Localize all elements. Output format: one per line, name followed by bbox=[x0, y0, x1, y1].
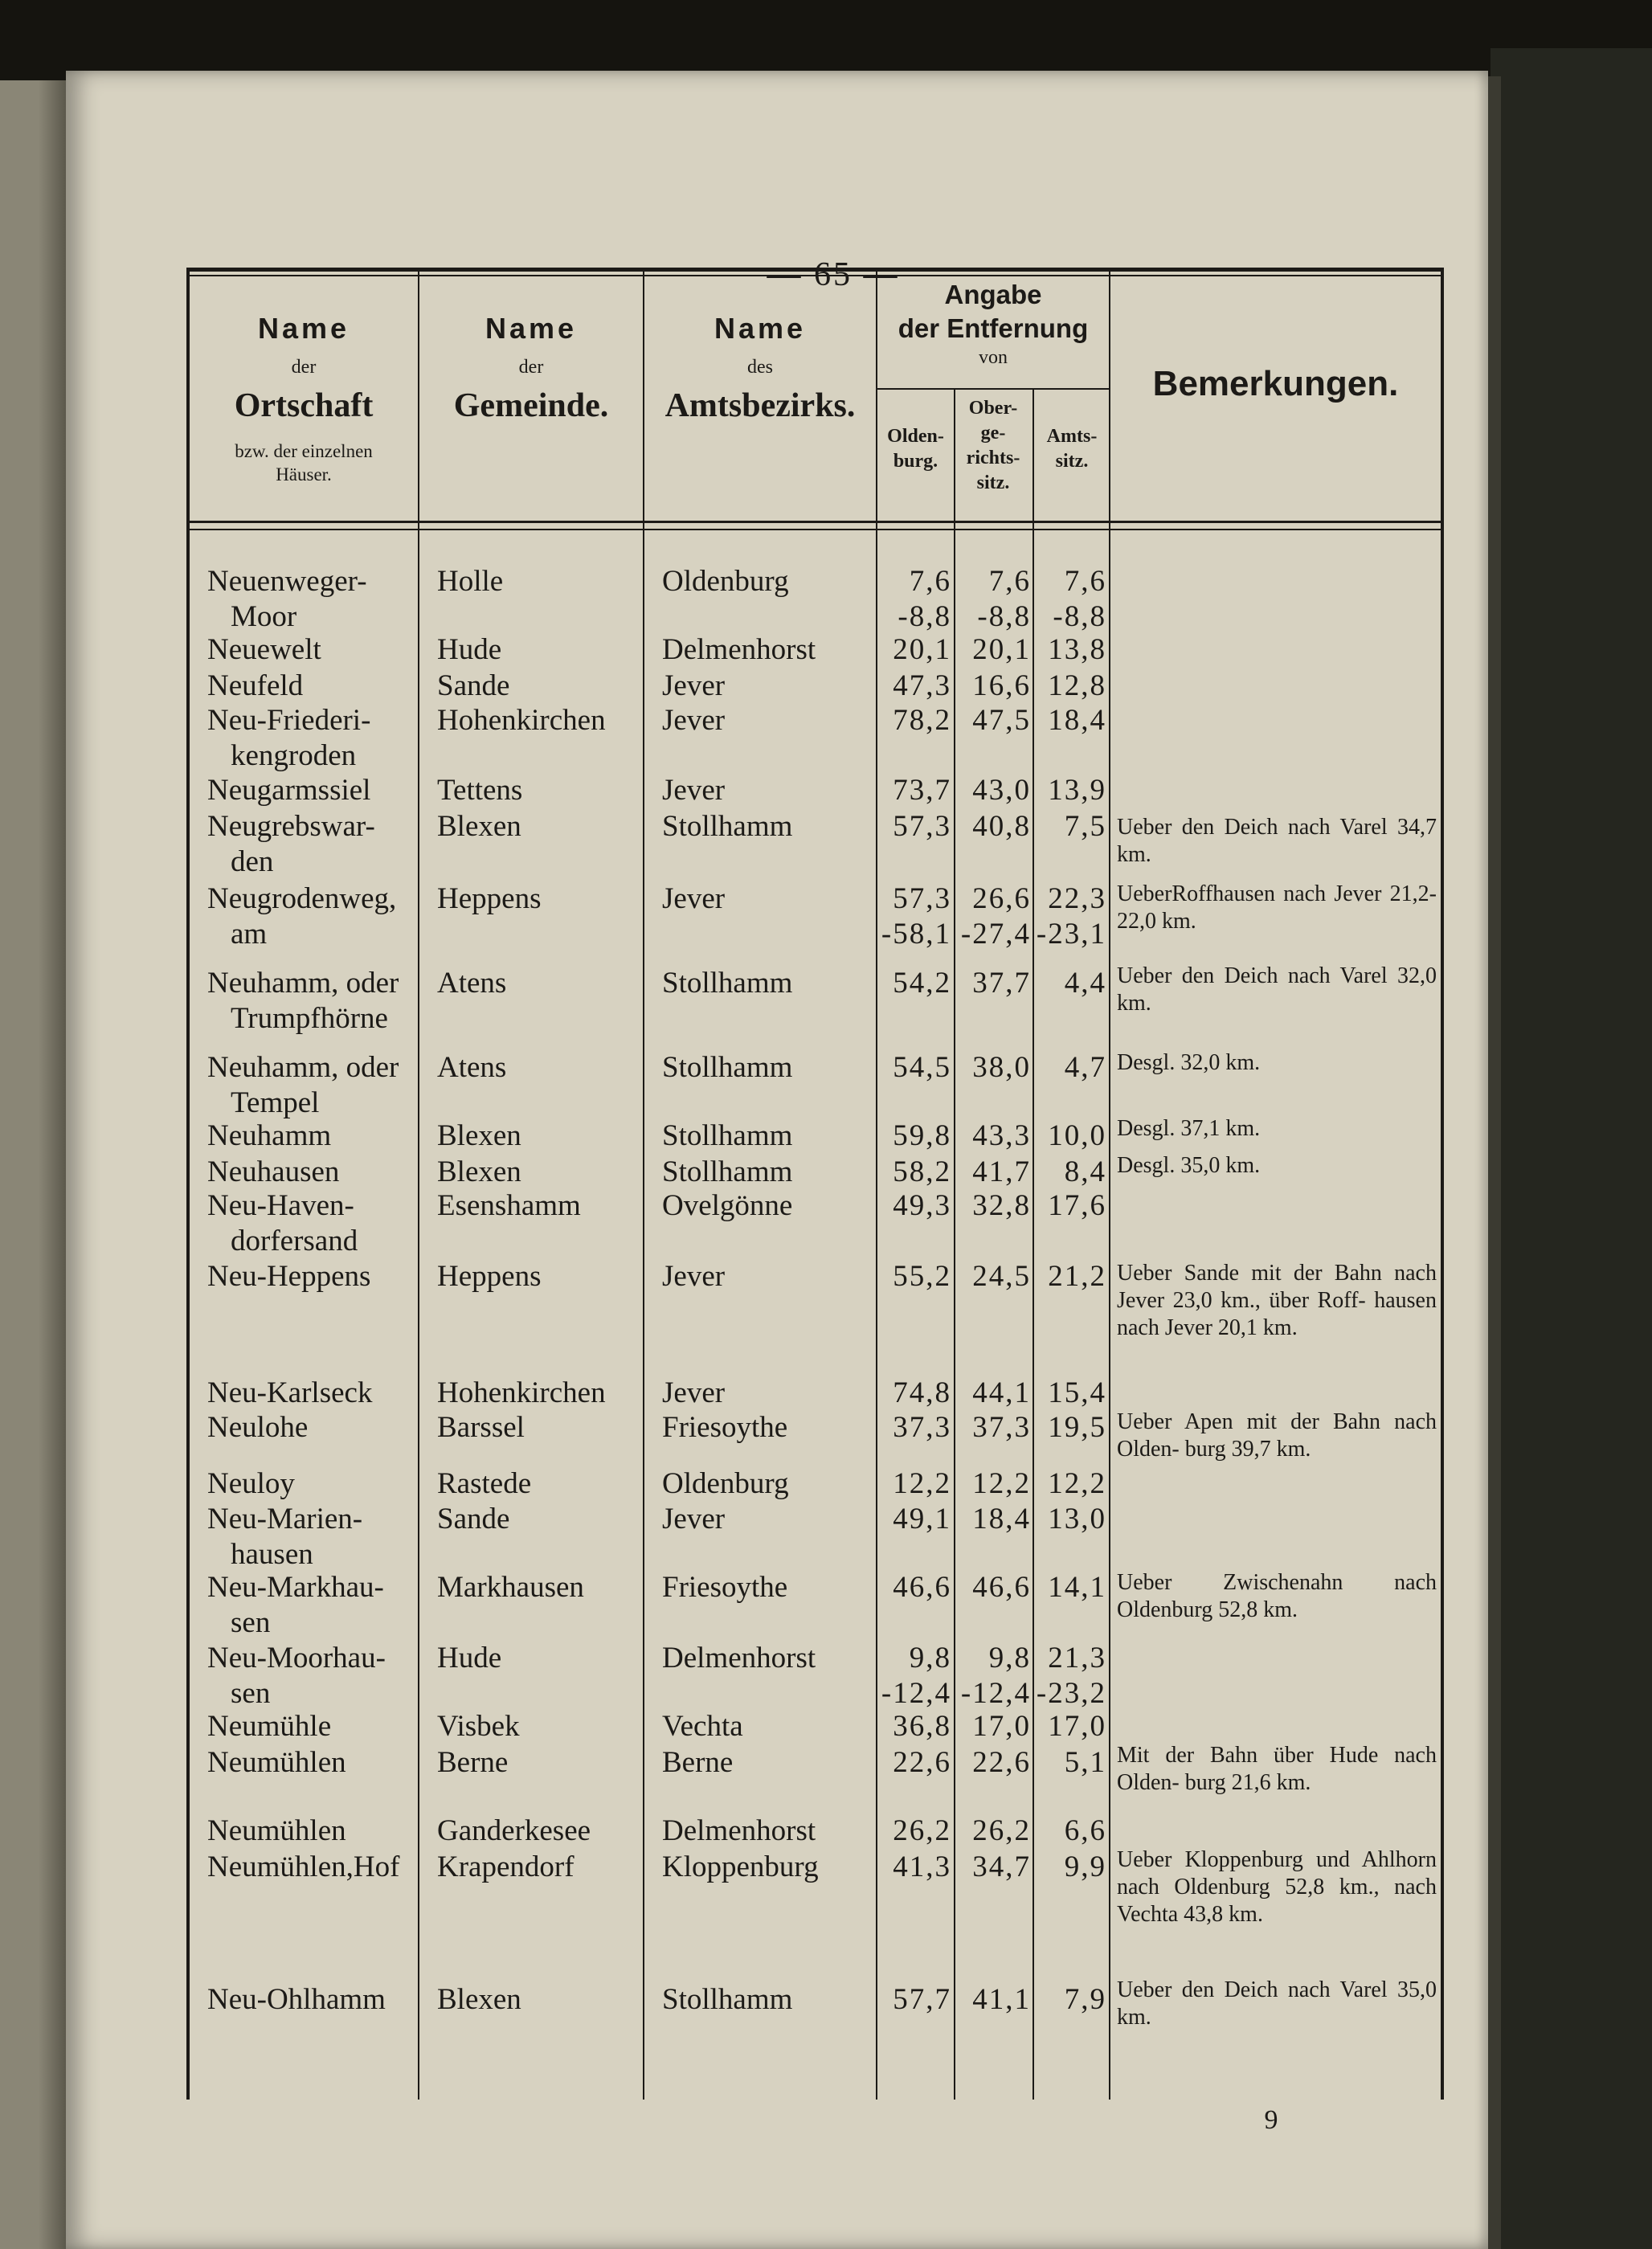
distance-obergericht: 46,6 bbox=[972, 1571, 1031, 1604]
ortschaft-name: Neumühle bbox=[207, 1710, 332, 1743]
ortschaft-name: am bbox=[231, 918, 268, 951]
ortschaft-name: Neugarmssiel bbox=[207, 774, 371, 807]
gemeinde-name: Ganderkesee bbox=[437, 1814, 591, 1847]
distance-obergericht: 24,5 bbox=[972, 1260, 1031, 1293]
distance-amtssitz: -23,2 bbox=[1036, 1677, 1106, 1710]
distance-amtssitz: 7,5 bbox=[1064, 810, 1106, 843]
ortschaft-name: Moor bbox=[231, 600, 297, 633]
distance-obergericht: 41,7 bbox=[972, 1155, 1031, 1188]
distance-oldenburg: 22,6 bbox=[893, 1746, 951, 1779]
ortschaft-name: Neu-Heppens bbox=[207, 1260, 371, 1293]
remark-text: Desgl. 32,0 km. bbox=[1117, 1050, 1261, 1075]
header-bemerkungen: Bemerkungen. bbox=[1152, 364, 1399, 403]
ortschaft-name: Neumühlen,Hof bbox=[207, 1850, 400, 1883]
gemeinde-name: Blexen bbox=[437, 1119, 521, 1152]
ortschaft-name: Neu-Markhau- bbox=[207, 1571, 384, 1604]
gemeinde-name: Hude bbox=[437, 1642, 502, 1674]
gemeinde-name: Atens bbox=[437, 1051, 507, 1084]
gemeinde-name: Hohenkirchen bbox=[437, 1376, 606, 1409]
remark-text: Ueber Kloppenburg und Ahlhorn nach Oldenburg 52,8 km., nach Vechta 43,8 km. bbox=[1117, 1847, 1437, 1927]
amtsbezirk-name: Jever bbox=[662, 704, 726, 737]
amtsbezirk-name: Stollhamm bbox=[662, 1051, 793, 1084]
distance-oldenburg: -58,1 bbox=[881, 918, 951, 951]
table-top-rule-thin bbox=[186, 275, 1444, 276]
distance-obergericht: 44,1 bbox=[972, 1376, 1031, 1409]
distance-obergericht: 38,0 bbox=[972, 1051, 1031, 1084]
distance-obergericht: 34,7 bbox=[972, 1850, 1031, 1883]
gemeinde-name: Visbek bbox=[437, 1710, 520, 1743]
ortschaft-name: sen bbox=[231, 1677, 271, 1710]
header-amtsbezirk-title: Name bbox=[714, 312, 807, 345]
header-bottom-rule bbox=[186, 521, 1444, 523]
amtsbezirk-name: Oldenburg bbox=[662, 565, 789, 598]
amtsbezirk-name: Stollhamm bbox=[662, 1155, 793, 1188]
header-entfernung-line1: Angabe bbox=[944, 280, 1042, 309]
amtsbezirk-name: Delmenhorst bbox=[662, 1814, 816, 1847]
distance-obergericht: 32,8 bbox=[972, 1189, 1031, 1222]
distance-oldenburg: 20,1 bbox=[893, 633, 951, 666]
ortschaft-name: Neuhamm bbox=[207, 1119, 332, 1152]
distance-oldenburg: 54,5 bbox=[893, 1051, 951, 1084]
distance-amtssitz: 7,6 bbox=[1064, 565, 1106, 598]
distance-amtssitz: -23,1 bbox=[1036, 918, 1106, 951]
gemeinde-name: Krapendorf bbox=[437, 1850, 575, 1883]
ortschaft-name: Neu-Friederi- bbox=[207, 704, 371, 737]
distance-amtssitz: 13,8 bbox=[1048, 633, 1106, 666]
distance-obergericht: 22,6 bbox=[972, 1746, 1031, 1779]
ortschaft-name: dorfersand bbox=[231, 1225, 358, 1257]
distance-oldenburg: 37,3 bbox=[893, 1411, 951, 1444]
distance-amtssitz: 18,4 bbox=[1048, 704, 1106, 737]
distance-obergericht: 37,7 bbox=[972, 967, 1031, 1000]
distance-oldenburg: 41,3 bbox=[893, 1850, 951, 1883]
gemeinde-name: Markhausen bbox=[437, 1571, 584, 1604]
distance-oldenburg: 49,3 bbox=[893, 1189, 951, 1222]
gemeinde-name: Barssel bbox=[437, 1411, 525, 1444]
col-rule-right bbox=[1441, 268, 1444, 2100]
ortschaft-name: sen bbox=[231, 1606, 271, 1639]
header-bottom-rule-thin bbox=[186, 529, 1444, 530]
distance-oldenburg: 47,3 bbox=[893, 669, 951, 702]
distance-obergericht: 43,3 bbox=[972, 1119, 1031, 1152]
gemeinde-name: Berne bbox=[437, 1746, 509, 1779]
distance-amtssitz: 17,6 bbox=[1048, 1189, 1106, 1222]
gemeinde-name: Hude bbox=[437, 633, 502, 666]
distance-subheader-rule bbox=[876, 388, 1109, 390]
ortschaft-name: Neu-Moorhau- bbox=[207, 1642, 386, 1674]
distance-amtssitz: 8,4 bbox=[1064, 1155, 1106, 1188]
distance-obergericht: -8,8 bbox=[977, 600, 1031, 633]
distance-obergericht: -27,4 bbox=[960, 918, 1031, 951]
distance-oldenburg: 55,2 bbox=[893, 1260, 951, 1293]
amtsbezirk-name: Ovelgönne bbox=[662, 1189, 793, 1222]
distance-obergericht: 20,1 bbox=[972, 633, 1031, 666]
book-cover bbox=[1490, 48, 1652, 2249]
distance-amtssitz: 10,0 bbox=[1048, 1119, 1106, 1152]
amtsbezirk-name: Oldenburg bbox=[662, 1467, 789, 1500]
distance-oldenburg: 57,7 bbox=[893, 1983, 951, 2016]
header-gemeinde-title: Name bbox=[485, 312, 578, 345]
distance-oldenburg: 58,2 bbox=[893, 1155, 951, 1188]
amtsbezirk-name: Delmenhorst bbox=[662, 1642, 816, 1674]
gemeinde-name: Heppens bbox=[437, 882, 542, 915]
gemeinde-name: Blexen bbox=[437, 1155, 521, 1188]
gemeinde-name: Blexen bbox=[437, 1983, 521, 2016]
col-rule-6 bbox=[1109, 272, 1110, 2100]
gemeinde-name: Tettens bbox=[437, 774, 523, 807]
remark-text: Desgl. 37,1 km. bbox=[1117, 1116, 1261, 1141]
amtsbezirk-name: Friesoythe bbox=[662, 1411, 788, 1444]
remark-text: Ueber Apen mit der Bahn nach Olden- burg 39,7 km. bbox=[1117, 1409, 1437, 1462]
distance-amtssitz: 17,0 bbox=[1048, 1710, 1106, 1743]
header-amtsbezirk bbox=[644, 312, 876, 425]
ortschaft-name: kengroden bbox=[231, 739, 357, 772]
gemeinde-name: Sande bbox=[437, 669, 510, 702]
amtsbezirk-name: Friesoythe bbox=[662, 1571, 788, 1604]
distance-amtssitz: 13,0 bbox=[1048, 1503, 1106, 1535]
ortschaft-name: Neu-Marien- bbox=[207, 1503, 363, 1535]
gemeinde-name: Sande bbox=[437, 1503, 510, 1535]
header-gemeinde-main: Gemeinde. bbox=[453, 387, 609, 424]
distance-obergericht: 26,6 bbox=[972, 882, 1031, 915]
distance-amtssitz: 4,4 bbox=[1064, 967, 1106, 1000]
distance-obergericht: 47,5 bbox=[972, 704, 1031, 737]
ortschaft-name: den bbox=[231, 845, 274, 878]
distance-oldenburg: 74,8 bbox=[893, 1376, 951, 1409]
distance-oldenburg: 9,8 bbox=[909, 1642, 951, 1674]
distance-obergericht: 7,6 bbox=[988, 565, 1031, 598]
gemeinde-name: Hohenkirchen bbox=[437, 704, 606, 737]
ortschaft-name: Neumühlen bbox=[207, 1814, 346, 1847]
header-ortschaft bbox=[191, 312, 416, 486]
ortschaft-name: Neugrodenweg, bbox=[207, 882, 397, 915]
distance-oldenburg: -8,8 bbox=[898, 600, 951, 633]
col-rule-left bbox=[186, 268, 190, 2100]
distance-amtssitz: 12,8 bbox=[1048, 669, 1106, 702]
header-ortschaft-title: Name bbox=[257, 312, 350, 345]
col-rule-1 bbox=[418, 272, 419, 2100]
amtsbezirk-name: Kloppenburg bbox=[662, 1850, 819, 1883]
ortschaft-name: Neu-Karlseck bbox=[207, 1376, 373, 1409]
amtsbezirk-name: Jever bbox=[662, 1503, 726, 1535]
amtsbezirk-name: Jever bbox=[662, 774, 726, 807]
distance-oldenburg: 26,2 bbox=[893, 1814, 951, 1847]
remark-text: Desgl. 35,0 km. bbox=[1117, 1153, 1261, 1178]
amtsbezirk-name: Jever bbox=[662, 1260, 726, 1293]
gemeinde-name: Atens bbox=[437, 967, 507, 1000]
distance-amtssitz: 14,1 bbox=[1048, 1571, 1106, 1604]
ortschaft-name: Neulohe bbox=[207, 1411, 309, 1444]
distance-obergericht: 9,8 bbox=[988, 1642, 1031, 1674]
amtsbezirk-name: Jever bbox=[662, 669, 726, 702]
distance-obergericht: 41,1 bbox=[972, 1983, 1031, 2016]
distance-amtssitz: 21,3 bbox=[1048, 1642, 1106, 1674]
distance-oldenburg: 7,6 bbox=[909, 565, 951, 598]
distance-amtssitz: 9,9 bbox=[1064, 1850, 1106, 1883]
header-entfernung bbox=[877, 280, 1109, 369]
distance-amtssitz: 6,6 bbox=[1064, 1814, 1106, 1847]
distance-amtssitz: 19,5 bbox=[1048, 1411, 1106, 1444]
distance-amtssitz: -8,8 bbox=[1053, 600, 1106, 633]
distance-obergericht: 40,8 bbox=[972, 810, 1031, 843]
header-ortschaft-main: Ortschaft bbox=[234, 387, 374, 424]
distance-obergericht: 17,0 bbox=[972, 1710, 1031, 1743]
distance-amtssitz: 12,2 bbox=[1048, 1467, 1106, 1500]
table-top-rule bbox=[186, 268, 1444, 272]
amtsbezirk-name: Vechta bbox=[662, 1710, 743, 1743]
ortschaft-name: Neumühlen bbox=[207, 1746, 346, 1779]
distance-oldenburg: 73,7 bbox=[893, 774, 951, 807]
ortschaft-name: Neu-Ohlhamm bbox=[207, 1983, 386, 2016]
distance-oldenburg: 12,2 bbox=[893, 1467, 951, 1500]
header-amtsbezirk-main: Amtsbezirks. bbox=[664, 387, 856, 424]
amtsbezirk-name: Delmenhorst bbox=[662, 633, 816, 666]
ortschaft-name: Neuhamm, oder bbox=[207, 1051, 399, 1084]
distance-obergericht: 12,2 bbox=[972, 1467, 1031, 1500]
amtsbezirk-name: Stollhamm bbox=[662, 1119, 793, 1152]
header-gemeinde-der: der bbox=[518, 357, 544, 378]
distance-amtssitz: 21,2 bbox=[1048, 1260, 1106, 1293]
remark-text: Ueber den Deich nach Varel 34,7 km. bbox=[1117, 815, 1437, 867]
distance-amtssitz: 22,3 bbox=[1048, 882, 1106, 915]
distance-obergericht: 16,6 bbox=[972, 669, 1031, 702]
ortschaft-name: Trumpfhörne bbox=[231, 1002, 388, 1035]
distance-obergericht: 37,3 bbox=[972, 1411, 1031, 1444]
amtsbezirk-name: Jever bbox=[662, 882, 726, 915]
header-gemeinde bbox=[419, 312, 643, 425]
header-amtsbezirk-des: des bbox=[747, 357, 773, 378]
header-dist-amtssitz: Amts- sitz. bbox=[1046, 426, 1098, 472]
folio: 9 bbox=[1264, 2105, 1278, 2135]
distance-amtssitz: 4,7 bbox=[1064, 1051, 1106, 1084]
amtsbezirk-name: Jever bbox=[662, 1376, 726, 1409]
distance-oldenburg: 57,3 bbox=[893, 882, 951, 915]
distance-oldenburg: 78,2 bbox=[893, 704, 951, 737]
remark-text: Ueber Zwischenahn nach Oldenburg 52,8 km. bbox=[1117, 1570, 1437, 1622]
ortschaft-name: Neuloy bbox=[207, 1467, 295, 1500]
gemeinde-name: Esenshamm bbox=[437, 1189, 581, 1222]
distance-obergericht: 26,2 bbox=[972, 1814, 1031, 1847]
distance-oldenburg: 57,3 bbox=[893, 810, 951, 843]
ortschaft-name: Neufeld bbox=[207, 669, 304, 702]
gemeinde-name: Holle bbox=[437, 565, 504, 598]
distance-obergericht: -12,4 bbox=[960, 1677, 1031, 1710]
amtsbezirk-name: Stollhamm bbox=[662, 967, 793, 1000]
header-ortschaft-der: der bbox=[291, 357, 317, 378]
gemeinde-name: Blexen bbox=[437, 810, 521, 843]
book-gutter bbox=[39, 80, 66, 2249]
distance-oldenburg: 46,6 bbox=[893, 1571, 951, 1604]
header-entfernung-von: von bbox=[979, 347, 1008, 368]
header-dist-obergericht: Ober- ge- richts- sitz. bbox=[966, 398, 1020, 493]
distance-amtssitz: 15,4 bbox=[1048, 1376, 1106, 1409]
ortschaft-name: Tempel bbox=[231, 1086, 320, 1119]
distance-oldenburg: 59,8 bbox=[893, 1119, 951, 1152]
header-ortschaft-note: bzw. der einzelnen Häuser. bbox=[235, 441, 373, 485]
distance-obergericht: 18,4 bbox=[972, 1503, 1031, 1535]
distance-oldenburg: 36,8 bbox=[893, 1710, 951, 1743]
remark-text: UeberRoffhausen nach Jever 21,2-22,0 km. bbox=[1117, 881, 1437, 934]
amtsbezirk-name: Stollhamm bbox=[662, 810, 793, 843]
distance-amtssitz: 7,9 bbox=[1064, 1983, 1106, 2016]
gemeinde-name: Heppens bbox=[437, 1260, 542, 1293]
ortschaft-name: Neu-Haven- bbox=[207, 1189, 354, 1222]
col-rule-2 bbox=[643, 272, 644, 2100]
amtsbezirk-name: Berne bbox=[662, 1746, 734, 1779]
distance-obergericht: 43,0 bbox=[972, 774, 1031, 807]
remark-text: Ueber den Deich nach Varel 35,0 km. bbox=[1117, 1977, 1437, 2030]
ortschaft-name: Neugrebswar- bbox=[207, 810, 375, 843]
ortschaft-name: Neuewelt bbox=[207, 633, 321, 666]
ortschaft-name: Neuhausen bbox=[207, 1155, 340, 1188]
distance-amtssitz: 5,1 bbox=[1064, 1746, 1106, 1779]
header-entfernung-line2: der Entfernung bbox=[898, 313, 1089, 343]
header-dist-oldenburg: Olden- burg. bbox=[887, 426, 944, 472]
distance-amtssitz: 13,9 bbox=[1048, 774, 1106, 807]
remark-text: Ueber Sande mit der Bahn nach Jever 23,0 km., über Roff- hausen nach Jever 20,1 km. bbox=[1117, 1261, 1437, 1340]
distance-oldenburg: -12,4 bbox=[881, 1677, 951, 1710]
remark-text: Ueber den Deich nach Varel 32,0 km. bbox=[1117, 963, 1437, 1016]
ortschaft-name: hausen bbox=[231, 1538, 313, 1571]
distance-oldenburg: 49,1 bbox=[893, 1503, 951, 1535]
distance-oldenburg: 54,2 bbox=[893, 967, 951, 1000]
book-page bbox=[66, 71, 1488, 2249]
ortschaft-name: Neuhamm, oder bbox=[207, 967, 399, 1000]
gemeinde-name: Rastede bbox=[437, 1467, 532, 1500]
amtsbezirk-name: Stollhamm bbox=[662, 1983, 793, 2016]
remark-text: Mit der Bahn über Hude nach Olden- burg 21,6 km. bbox=[1117, 1743, 1437, 1795]
ortschaft-name: Neuenweger- bbox=[207, 565, 367, 598]
